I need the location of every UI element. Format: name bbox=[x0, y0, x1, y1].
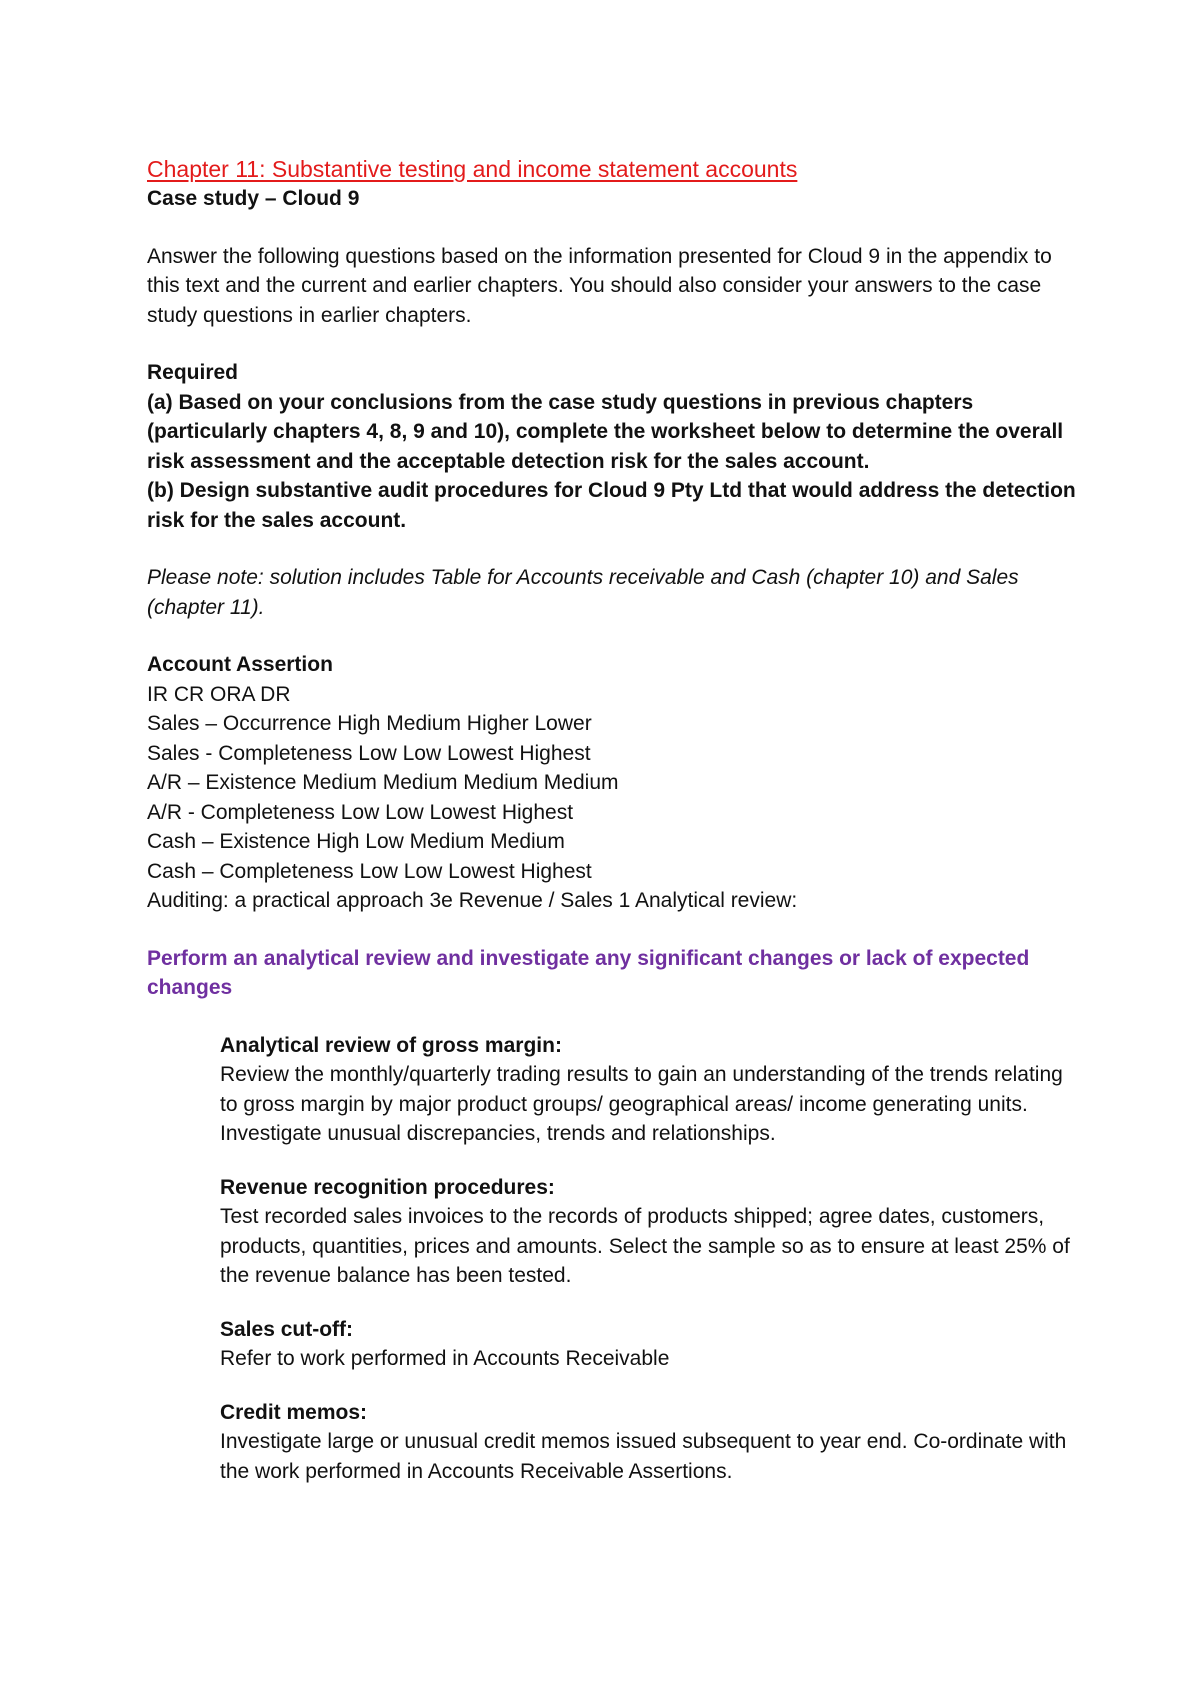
procedure-body: Investigate large or unusual credit memos issued subsequent to year end. Co-ordinate with the work performed in Accounts Receivable Assertions. bbox=[220, 1430, 1067, 1483]
intro-paragraph: Answer the following questions based on the information presented for Cloud 9 in the appendix to this text and the current and earlier chapters. You should also consider your answers to the case study questions in earlier chapters. bbox=[147, 244, 1052, 327]
case-study-subtitle: Case study – Cloud 9 bbox=[147, 187, 360, 210]
procedure-heading: Analytical review of gross margin: bbox=[220, 1033, 562, 1057]
procedure-body: Test recorded sales invoices to the records of products shipped; agree dates, customers, products, quantities, prices and amounts. Select the sample so as to ensure at least 25% of the revenue balance has been tested. bbox=[220, 1205, 1070, 1287]
risk-table-line: Auditing: a practical approach 3e Revenue / Sales 1 Analytical review: bbox=[147, 889, 798, 912]
risk-table-line: IR CR ORA DR bbox=[147, 682, 291, 706]
risk-table-line: Sales – Occurrence High Medium Higher Lower bbox=[147, 712, 592, 735]
note-paragraph: Please note: solution includes Table for Accounts receivable and Cash (chapter 10) and Sales (chapter 11). bbox=[147, 566, 1019, 619]
risk-table-line: A/R - Completeness Low Low Lowest Highest bbox=[147, 800, 574, 824]
required-part-a: (a) Based on your conclusions from the case study questions in previous chapters (particularly chapters 4, 8, 9 and 10), complete the worksheet below to determine the overall risk assessment and the acceptable detection risk for the sales account. bbox=[147, 390, 1064, 473]
risk-table-lines bbox=[147, 680, 1077, 916]
procedure-body: Review the monthly/quarterly trading results to gain an understanding of the trends relating to gross margin by major product groups/ geographical areas/ income generating units. Investigate unusual discrepancies, trends and relationships. bbox=[220, 1063, 1063, 1145]
procedure-heading: Credit memos: bbox=[220, 1400, 368, 1424]
procedure-body: Refer to work performed in Accounts Receivable bbox=[220, 1347, 670, 1370]
procedure-heading: Revenue recognition procedures: bbox=[220, 1175, 555, 1199]
risk-table-line: Sales - Completeness Low Low Lowest Highest bbox=[147, 741, 591, 765]
document-body bbox=[147, 154, 1077, 1486]
required-heading: Required bbox=[147, 361, 239, 384]
account-assertion-heading: Account Assertion bbox=[147, 653, 333, 676]
required-part-b: (b) Design substantive audit procedures for Cloud 9 Pty Ltd that would address the detection risk for the sales account. bbox=[147, 479, 1076, 532]
risk-table-line: Cash – Completeness Low Low Lowest Highest bbox=[147, 859, 592, 883]
risk-table-line: A/R – Existence Medium Medium Medium Medium bbox=[147, 771, 619, 794]
analytical-review-section-heading: Perform an analytical review and investigate any significant changes or lack of expected changes bbox=[147, 946, 1030, 999]
chapter-title: Chapter 11: Substantive testing and income statement accounts bbox=[147, 156, 798, 182]
procedure-heading: Sales cut-off: bbox=[220, 1317, 354, 1341]
risk-table-line: Cash – Existence High Low Medium Medium bbox=[147, 830, 565, 853]
procedures-list bbox=[220, 1031, 1077, 1487]
